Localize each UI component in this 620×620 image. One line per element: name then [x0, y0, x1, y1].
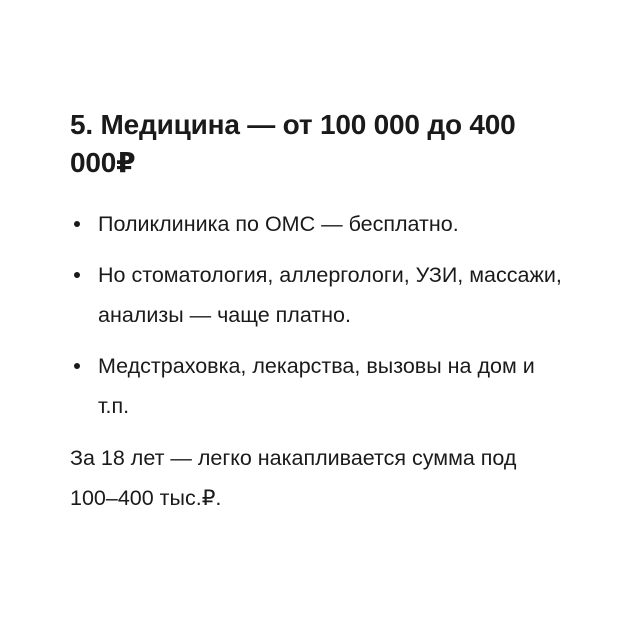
- list-item-text: Медстраховка, лекарства, вызовы на дом и т.п.: [98, 354, 535, 418]
- summary-text: За 18 лет — легко накапливается сумма под 100–400 тыс.₽.: [70, 446, 517, 510]
- section-heading: 5. Медицина — от 100 000 до 400 000₽: [70, 109, 516, 178]
- list-item: [70, 346, 570, 426]
- slide-content: [70, 106, 570, 518]
- list-item-text: Но стоматология, аллергологи, УЗИ, массажи, анализы — чаще платно.: [98, 263, 562, 327]
- list-item: [70, 204, 570, 244]
- list-item-text: Поликлиника по ОМС — бесплатно.: [98, 212, 459, 236]
- list-item: [70, 255, 570, 335]
- bullet-dot-icon: [74, 221, 80, 227]
- bullet-dot-icon: [74, 272, 80, 278]
- bullet-dot-icon: [74, 363, 80, 369]
- bullet-list: [70, 204, 570, 426]
